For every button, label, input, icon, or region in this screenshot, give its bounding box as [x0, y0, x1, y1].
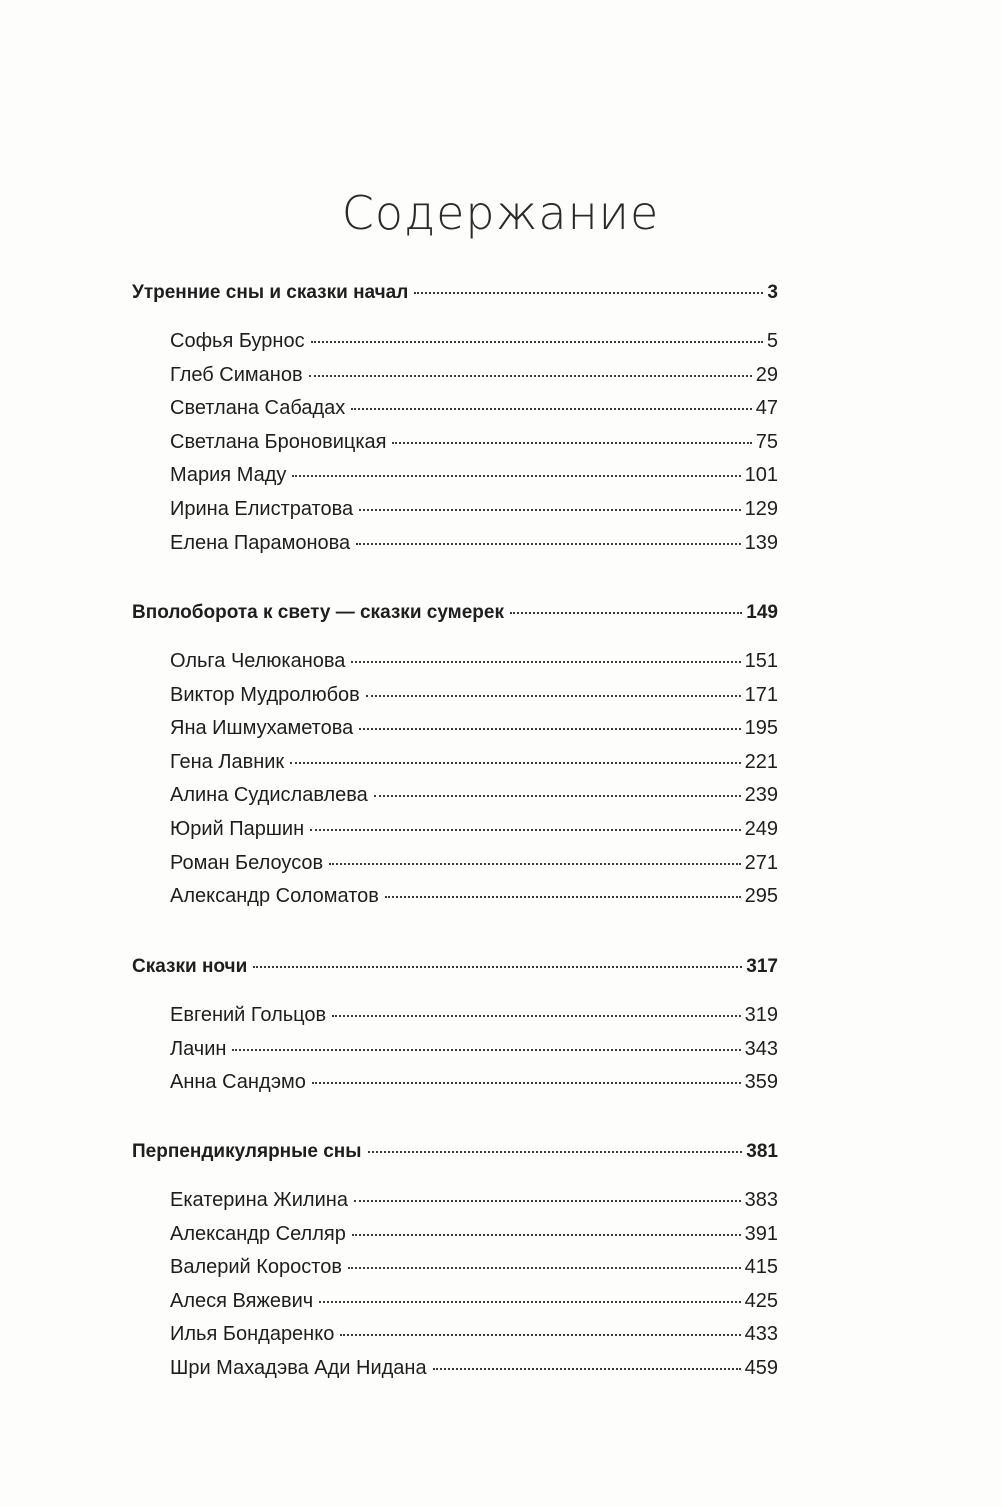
- toc-entry-author: Анна Сандэмо: [170, 1071, 306, 1094]
- dot-leader: [368, 1151, 743, 1153]
- dot-leader: [359, 509, 741, 511]
- dot-leader: [359, 728, 740, 730]
- toc-page-number: 47: [755, 397, 778, 420]
- toc-section-title: Утренние сны и сказки начал: [132, 282, 409, 303]
- toc-page-number: 459: [744, 1357, 778, 1379]
- page-title: Содержание: [341, 186, 660, 240]
- toc-page-number: 425: [744, 1289, 778, 1312]
- dot-leader: [292, 475, 740, 477]
- dot-leader: [319, 1301, 740, 1303]
- toc-entry: [170, 817, 778, 841]
- dot-leader: [253, 966, 742, 968]
- dot-leader: [433, 1368, 741, 1370]
- toc-page-number: 317: [746, 956, 778, 977]
- toc-page-number: 343: [744, 1037, 778, 1060]
- toc-entry-author: Светлана Сабадах: [170, 397, 346, 420]
- toc-entry: [170, 430, 778, 454]
- toc-entry-author: Глеб Симанов: [170, 363, 303, 386]
- toc-entry: [170, 1322, 778, 1346]
- toc-page-number: 151: [744, 650, 778, 672]
- dot-leader: [385, 896, 741, 898]
- toc-entry: [170, 683, 778, 707]
- toc-page-number: 359: [744, 1071, 778, 1094]
- dot-leader: [351, 661, 740, 663]
- toc-entry-author: Екатерина Жилина: [170, 1189, 348, 1211]
- toc-entry: [170, 363, 778, 387]
- toc-page-number: 433: [744, 1323, 778, 1346]
- toc-entry-author: Яна Ишмухаметова: [170, 717, 354, 740]
- toc-section: [132, 601, 778, 625]
- toc-page-number: 383: [744, 1189, 778, 1211]
- toc-section-title: Вполоборота к свету — сказки сумерек: [132, 602, 504, 623]
- dot-leader: [414, 292, 763, 294]
- toc-page-number: 415: [744, 1256, 778, 1279]
- toc-section: [132, 1140, 778, 1164]
- toc-entry-author: Ирина Елистратова: [170, 498, 354, 520]
- dot-leader: [510, 612, 742, 614]
- toc-entry: [170, 1070, 778, 1094]
- toc-page-number: 3: [767, 282, 778, 303]
- toc-entry-author: Лачин: [170, 1037, 227, 1060]
- toc-page-number: 139: [744, 531, 778, 554]
- toc-section-title: Перпендикулярные сны: [132, 1141, 362, 1162]
- toc-entry-author: Софья Бурнос: [170, 330, 305, 352]
- toc-entry: [170, 783, 778, 807]
- dot-leader: [311, 341, 763, 343]
- toc-entry: [170, 884, 778, 908]
- toc-entry-author: Валерий Коростов: [170, 1256, 342, 1279]
- dot-leader: [310, 829, 741, 831]
- toc-page-number: 149: [746, 602, 778, 623]
- toc-entry: [170, 1255, 778, 1279]
- toc-entry: [170, 716, 778, 740]
- toc-page-number: 221: [744, 750, 778, 773]
- dot-leader: [374, 795, 741, 797]
- toc-entry: [170, 649, 778, 673]
- toc-entry-author: Виктор Мудролюбов: [170, 683, 360, 706]
- dot-leader: [340, 1334, 740, 1336]
- toc-page-number: 239: [744, 784, 778, 807]
- dot-leader: [312, 1082, 741, 1084]
- toc-section: [132, 281, 778, 305]
- toc-entry: [170, 329, 778, 353]
- toc-page-number: 129: [744, 498, 778, 520]
- toc-page-number: 381: [746, 1141, 778, 1162]
- toc-page-number: 5: [766, 330, 778, 352]
- toc-entry: [170, 1222, 778, 1246]
- dot-leader: [290, 762, 740, 764]
- toc-entry-author: Светлана Броновицкая: [170, 430, 387, 453]
- dot-leader: [351, 408, 752, 410]
- toc-entry-author: Александр Соломатов: [170, 885, 379, 908]
- toc-page-number: 249: [744, 818, 778, 840]
- toc-section: [132, 955, 778, 979]
- toc-entry: [170, 1289, 778, 1313]
- dot-leader: [366, 695, 741, 697]
- toc-page-number: 171: [744, 683, 778, 706]
- toc-page-number: 295: [744, 885, 778, 908]
- toc-entry: [170, 531, 778, 555]
- toc-entry: [170, 1037, 778, 1061]
- dot-leader: [354, 1200, 741, 1202]
- toc-entry-author: Ольга Челюканова: [170, 650, 346, 672]
- dot-leader: [309, 375, 752, 377]
- dot-leader: [356, 543, 740, 545]
- toc-page-number: 195: [744, 717, 778, 740]
- toc-page-number: 391: [744, 1222, 778, 1245]
- dot-leader: [329, 863, 740, 865]
- toc-entry: [170, 1003, 778, 1027]
- dot-leader: [348, 1267, 741, 1269]
- toc-entry: [170, 463, 778, 487]
- toc-entry-author: Александр Селляр: [170, 1222, 346, 1245]
- toc-entry-author: Юрий Паршин: [170, 818, 305, 840]
- toc-entry-author: Алеся Вяжевич: [170, 1289, 314, 1312]
- toc-entry-author: Алина Судиславлева: [170, 784, 368, 807]
- toc-entry-author: Илья Бондаренко: [170, 1323, 335, 1346]
- toc-page-number: 319: [744, 1004, 778, 1026]
- toc-entry-author: Гена Лавник: [170, 750, 285, 773]
- dot-leader: [392, 442, 751, 444]
- toc-entry-author: Роман Белоусов: [170, 851, 324, 874]
- toc-page-number: 101: [744, 464, 778, 487]
- toc-entry-author: Евгений Гольцов: [170, 1004, 327, 1026]
- toc-entry-author: Елена Парамонова: [170, 531, 351, 554]
- toc-page-number: 75: [755, 430, 778, 453]
- toc-entry-author: Шри Махадэва Ади Нидана: [170, 1357, 427, 1379]
- toc-entry-author: Мария Маду: [170, 464, 287, 487]
- toc-entry: [170, 1188, 778, 1212]
- dot-leader: [332, 1015, 740, 1017]
- toc-entry: [170, 750, 778, 774]
- toc-entry: [170, 1356, 778, 1380]
- dot-leader: [352, 1234, 741, 1236]
- dot-leader: [232, 1049, 740, 1051]
- toc-entry: [170, 396, 778, 420]
- toc-entry: [170, 851, 778, 875]
- toc-page-number: 29: [755, 363, 778, 386]
- toc-page-number: 271: [744, 851, 778, 874]
- toc-entry: [170, 497, 778, 521]
- toc-section-title: Сказки ночи: [132, 956, 248, 977]
